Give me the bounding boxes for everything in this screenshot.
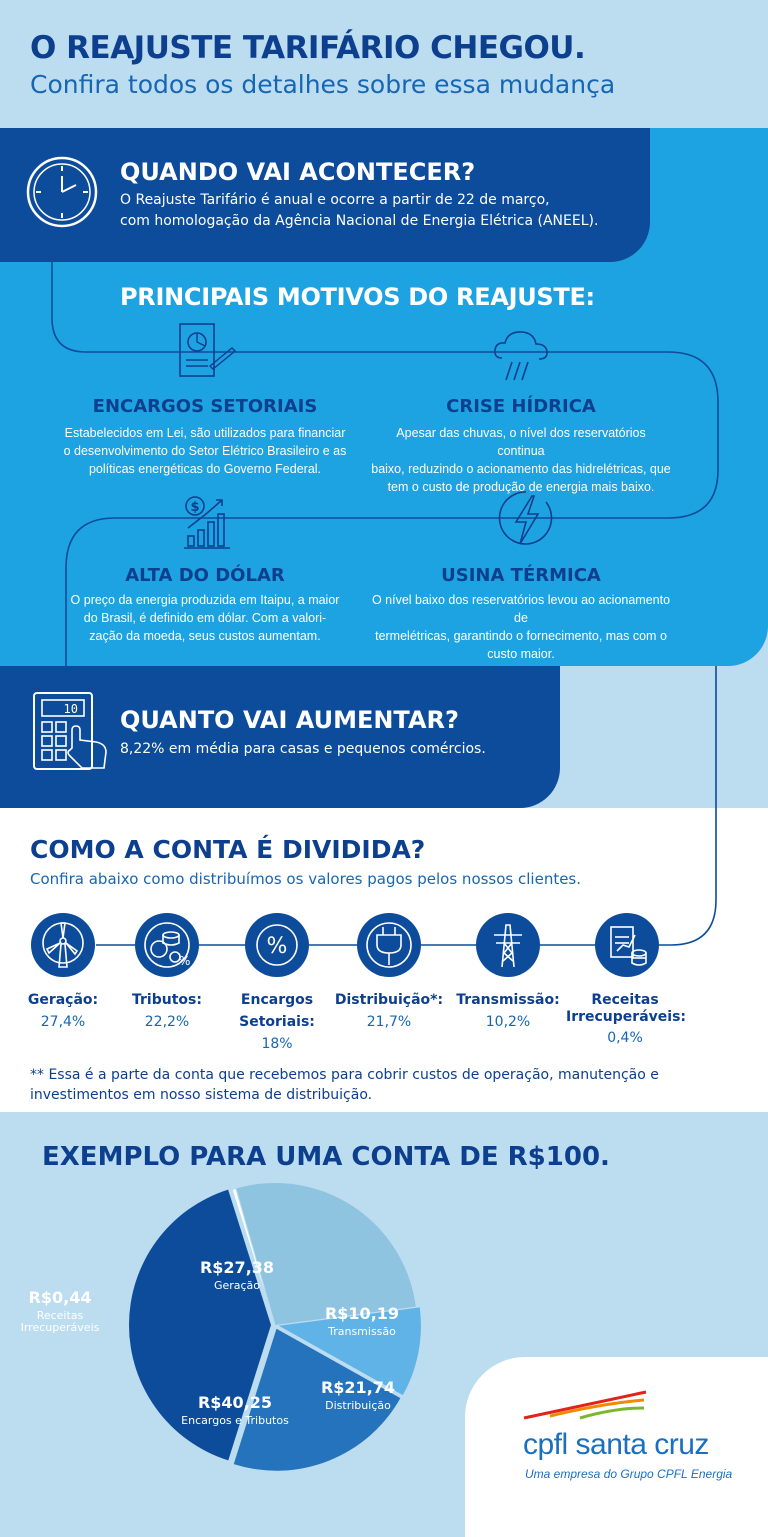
- category-label: Tributos:: [108, 990, 226, 1010]
- reason-text-line: Apesar das chuvas, o nível dos reservatórios continua: [371, 424, 671, 460]
- when-text-line: com homologação da Agência Nacional de Energia Elétrica (ANEEL).: [120, 211, 620, 232]
- pie-value-label: R$0,44: [29, 1288, 92, 1307]
- reason-text: [55, 424, 355, 478]
- pie-category-label: Geração: [214, 1279, 260, 1292]
- reason-title: CRISE HÍDRICA: [371, 396, 671, 417]
- category-label: Setoriais:: [218, 1012, 336, 1032]
- reason-text-line: políticas energéticas do Governo Federal.: [55, 460, 355, 478]
- reason-title: ALTA DO DÓLAR: [55, 565, 355, 586]
- category-value: 10,2%: [449, 1012, 567, 1032]
- category-label: Geração:: [4, 990, 122, 1010]
- reason-text: [55, 591, 355, 645]
- reason-text-line: Estabelecidos em Lei, são utilizados para financiar: [55, 424, 355, 442]
- rain-cloud-icon: [492, 326, 552, 386]
- category-label: Encargos: [218, 990, 336, 1010]
- increase-text: 8,22% em média para casas e pequenos comércios.: [120, 741, 486, 757]
- reason-text-line: o desenvolvimento do Setor Elétrico Brasileiro e as: [55, 442, 355, 460]
- document-coins-icon: [595, 913, 659, 977]
- reasons-title: PRINCIPAIS MOTIVOS DO REAJUSTE:: [120, 283, 595, 311]
- reason-text-line: O preço da energia produzida em Itaipu, a maior: [55, 591, 355, 609]
- pie-value-label: R$40,25: [198, 1393, 272, 1412]
- reason-text-line: zação da moeda, seus custos aumentam.: [55, 627, 355, 645]
- pie-category-label: Encargos e Tributos: [181, 1414, 289, 1427]
- page-title: O REAJUSTE TARIFÁRIO CHEGOU.: [30, 30, 585, 66]
- reason-text-line: tem o custo de produção de energia mais baixo.: [371, 478, 671, 496]
- category-value: 22,2%: [108, 1012, 226, 1032]
- reason-title: USINA TÉRMICA: [371, 565, 671, 586]
- logo-tagline: Uma empresa do Grupo CPFL Energia: [525, 1467, 732, 1481]
- pie-category-label: Transmissão: [327, 1325, 396, 1338]
- dollar-chart-icon: [182, 494, 232, 550]
- when-text: [120, 190, 620, 232]
- footnote: ** Essa é a parte da conta que recebemos para cobrir custos de operação, manutenção e investimentos em nosso sistema de distribuição.: [30, 1065, 730, 1105]
- transmission-tower-icon: [476, 913, 540, 977]
- category-label: Transmissão:: [449, 990, 567, 1010]
- split-title: COMO A CONTA É DIVIDIDA?: [30, 835, 425, 864]
- svg-text:$: $: [190, 500, 199, 515]
- reason-text-line: baixo, reduzindo o acionamento das hidrelétricas, que: [371, 460, 671, 478]
- cpfl-logo-swoosh: [520, 1388, 650, 1424]
- document-pen-icon: [176, 322, 236, 380]
- reason-text-line: custo maior.: [364, 645, 678, 663]
- reason-text-line: termelétricas, garantindo o fornecimento, mas com o: [364, 627, 678, 645]
- pie-value-label: R$21,74: [321, 1378, 395, 1397]
- percent-icon: [245, 913, 309, 977]
- category-value: 18%: [218, 1034, 336, 1054]
- pie-category-label: Irrecuperáveis: [21, 1321, 100, 1334]
- clock-icon: [24, 154, 100, 230]
- svg-text:%: %: [267, 934, 288, 959]
- lightning-icon: [496, 488, 556, 550]
- plug-icon: [357, 913, 421, 977]
- svg-text:%: %: [179, 954, 190, 968]
- reason-text: [371, 424, 671, 496]
- when-text-line: O Reajuste Tarifário é anual e ocorre a partir de 22 de março,: [120, 190, 620, 211]
- increase-title: QUANTO VAI AUMENTAR?: [120, 706, 459, 734]
- category-label: Distribuição*:: [330, 990, 448, 1010]
- pie-chart: [0, 1180, 470, 1480]
- page-subtitle: Confira todos os detalhes sobre essa mudança: [30, 70, 615, 99]
- split-subtitle: Confira abaixo como distribuímos os valores pagos pelos nossos clientes.: [30, 870, 581, 888]
- category-value: 27,4%: [4, 1012, 122, 1032]
- category-label: Receitas: [566, 990, 684, 1010]
- pie-value-label: R$10,19: [325, 1304, 399, 1323]
- calculator-display: 10: [64, 702, 78, 716]
- category-value: 0,4%: [566, 1028, 684, 1048]
- reason-text: [364, 591, 678, 663]
- pie-category-label: Receitas: [37, 1309, 84, 1322]
- wind-turbine-icon: [31, 913, 95, 977]
- when-title: QUANDO VAI ACONTECER?: [120, 158, 475, 186]
- reason-title: ENCARGOS SETORIAIS: [55, 396, 355, 417]
- example-title: EXEMPLO PARA UMA CONTA DE R$100.: [42, 1142, 610, 1172]
- calculator-icon: [30, 690, 112, 772]
- reason-text-line: O nível baixo dos reservatórios levou ao acionamento de: [364, 591, 678, 627]
- pie-value-label: R$27,38: [200, 1258, 274, 1277]
- category-value: 21,7%: [330, 1012, 448, 1032]
- coins-percent-icon: [135, 913, 199, 977]
- reason-text-line: do Brasil, é definido em dólar. Com a valori-: [55, 609, 355, 627]
- pie-category-label: Distribuição: [325, 1399, 391, 1412]
- logo-name: cpfl santa cruz: [523, 1428, 709, 1462]
- category-label: Irrecuperáveis:: [566, 1007, 684, 1027]
